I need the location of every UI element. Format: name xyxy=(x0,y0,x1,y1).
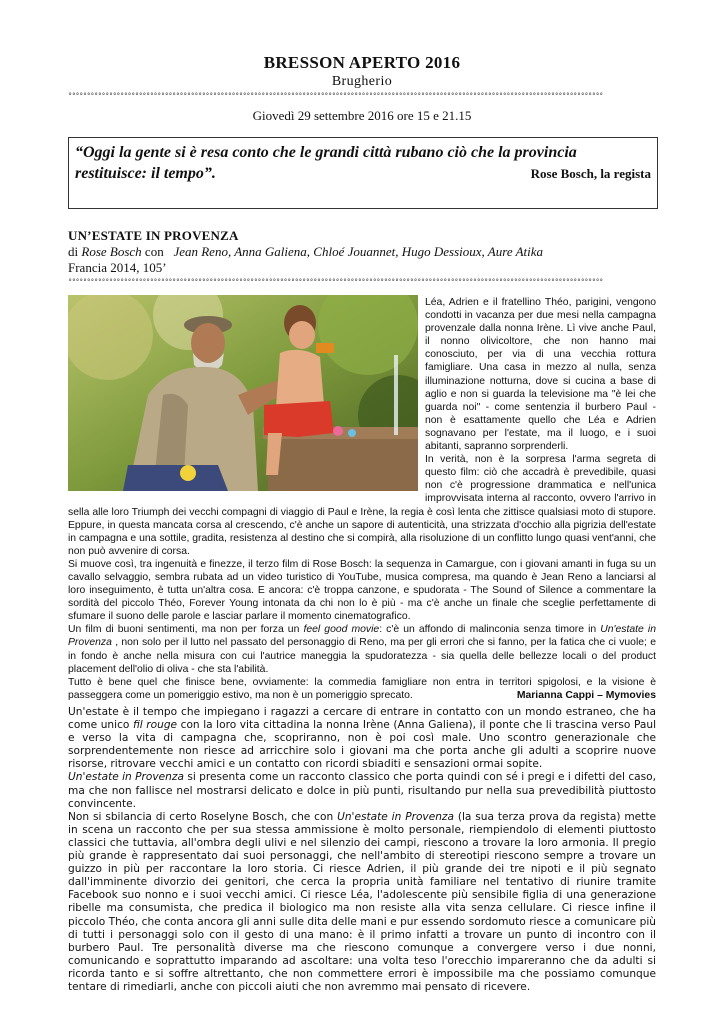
review-paragraph: Si muove così, tra ingenuità e finezze, il terzo film di Rose Bosch: la sequenza in Camargue, con i giovani amanti in fuga su un cavallo selvaggio, sembra rubata ad un video turistico di YouTube, musica compresa, ma quando è Jean Reno a lanciarsi al loro inseguimento, è tutta un'altra cosa. E ancora: c'è troppa canzone, e spudorata - The Sound of Silence a commentare la sordità del piccolo Théo, Forever Young intonata da chi non lo è più - ma c'è anche un finale che sceglie perfettamente di sfumare il suono delle parole e lasciar parlare il momento cinematografico. xyxy=(68,558,656,623)
review-paragraph: Léa, Adrien e il fratellino Théo, parigini, vengono condotti in vacanza per due mesi nella campagna provenzale dalla nonna Irène. Lì vive anche Paul, il nonno olivicoltore, che non hanno mai conosciuto, per via di una vecchia rottura famigliare. Una casa in mezzo al nulla, senza illuminazione notturna, dove si cucina a base di aglio e non si guarda la televisione ma "è lei che guarda noi" - come sentenzia il burbero Paul - non è esattamente quello che Léa e Adrien sognavano per l'estate, ma il luogo, e i suoi abitanti, sapranno sorprenderli. xyxy=(425,297,656,453)
essay-paragraph xyxy=(68,706,656,771)
film-cast: Jean Reno, Anna Galiena, Chloé Jouannet, Hugo Dessioux, Aure Atika xyxy=(173,244,544,259)
decorative-divider-middle: °°°°°°°°°°°°°°°°°°°°°°°°°°°°°°°°°°°°°°°°°°°°°°°°°°°°°°°°°°°°°°°°°°°°°°°°°°°°°°°°°°°°°°°°°°°°°°°°°°°°°°°°°°°°°°°°°°°°°°°°°°°°°°°°°°°°°°°°°°°°°°°° xyxy=(68,278,603,286)
quote-box xyxy=(68,137,658,209)
review-paragraph: In verità, non è la sorpresa l'arma segreta di questo film: ciò che accadrà è prevedibile, quasi non c'è progressione drammatica e nell'unica improvvisata interna al racconto, ovvero l'arrivo in sella alle loro Triumph dei vecchi compagni di viaggio di Paul e Irène, la regia è così lenta che zittisce qualsiasi moto di stupore. Eppure, in questa mancata corsa al crescendo, c'è anche un sapore di autenticità, una strizzata d'occhio alla pigrizia dell'estate in campagna e una sottile, gradita, resistenza al destino che si compirà, alla risoluzione di un conflitto lungo quasi vent'anni, che non può avvenire di corsa. xyxy=(68,454,656,557)
essay-italic-text: Un'estate in Provenza xyxy=(337,810,454,823)
film-by-label: di xyxy=(68,244,82,259)
film-title: UN’ESTATE IN PROVENZA xyxy=(68,228,239,243)
review-text: Tutto è bene quel che finisce bene, ovviamente: la commedia famigliare non entra in territori spigolosi, e la visione è passeggera come un pomeriggio estivo, ma non è un pomeriggio sprecato. xyxy=(68,676,656,701)
essay-article xyxy=(68,706,656,994)
essay-italic-text: Un'estate in Provenza xyxy=(68,771,184,784)
review-text: , non solo per il lutto nel passato del personaggio di Reno, ma per gli errori che si fanno, per la fatica che ci vuole; e in fondo è anche nella misura con cui l'autrice maneggia la spudoratezza - sia quella delle bellezze locali o del product placement dell'olio di oliva - che sta l'abilità. xyxy=(68,637,656,675)
event-title: BRESSON APERTO 2016 xyxy=(263,53,461,72)
essay-text: Non si sbilancia di certo Roselyne Bosch, che con xyxy=(68,810,338,823)
essay-text: Un'estate è il tempo che impiegano i ragazzi a cercare di entrare in contatto con un mondo estraneo, che ha come unico xyxy=(68,706,656,732)
quote-author: Rose Bosch, la regista xyxy=(530,166,651,181)
film-director: Rose Bosch xyxy=(81,244,142,259)
essay-paragraph xyxy=(68,771,656,810)
review-signature: Marianna Cappi – Mymovies xyxy=(516,689,656,701)
review-italic-text: Un'estate in Provenza xyxy=(68,624,657,649)
essay-italic-text: fil rouge xyxy=(132,719,178,732)
review-paragraph xyxy=(68,623,656,675)
essay-text: con la loro vita cittadina la nonna Irène (Anna Galiena), il ponte che li trascina verso Paul e verso la vita di campagna che, scopriranno, non è poi così male. Uno scontro generazionale che sorprendentemente non riesce ad arricchire solo i giovani ma che porta anche gli adulti a scoprire nuove risorse, ritrovare vecchi amici e un contatto con ricordi sbiaditi e sensazioni ormai sopite. xyxy=(68,719,657,771)
film-with-label: con xyxy=(141,244,167,259)
quote-text: “Oggi la gente si è resa conto che le grandi città rubano ciò che la provincia restituisce: il tempo”. xyxy=(75,144,577,182)
decorative-divider-top: °°°°°°°°°°°°°°°°°°°°°°°°°°°°°°°°°°°°°°°°°°°°°°°°°°°°°°°°°°°°°°°°°°°°°°°°°°°°°°°°°°°°°°°°°°°°°°°°°°°°°°°°°°°°°°°°°°°°°°°°°°°°°°°°°°°°°°°°°°°°°°°° xyxy=(68,92,603,100)
screening-date: Giovedì 29 settembre 2016 ore 15 e 21.15 xyxy=(252,108,472,123)
review-italic-text: feel good movie xyxy=(303,624,380,636)
photo-wrap-spacer xyxy=(68,296,425,494)
review-article xyxy=(68,296,656,702)
review-text: : c'è un affondo di malinconia senza timore in xyxy=(379,624,601,636)
film-credits xyxy=(68,244,543,260)
film-origin: Francia 2014, 105’ xyxy=(68,260,167,275)
essay-text: (la sua terza prova da regista) mette in scena un racconto che per sua stessa ammissione è molto personale, riempiendolo di elementi piuttosto classici che tuttavia, all'ombra degli ulivi e nel silenzio dei campi, riescono a trovare la loro armonia. Il pregio più grande è rappresentato dai suoi personaggi, che nell'ambito di stereotipi riescono sempre a trovare un guizzo in più per raccontare la loro storia. Ci riesce Adrien, il più grande dei tre nipoti e il più segnato dall'imminente divorzio dei genitori, che cerca la propria unità familiare nel tentativo di riunire tramite Facebook suo nonno e i suoi vecchi amici. Ci riesce Léa, l'adolescente più sensibile figlia di una generazione ribelle ma consumista, che predica il biologico ma non resiste alla vita senza cellulare. Ci riesce infine il piccolo Théo, che conta ancora gli anni sulle dita delle mani e pur essendo sordomuto riesce a comunicare più di tutti i personaggi solo con il gesto di una mano: è il primo infatti a trovare un punto di incontro con il burbero Paul. Tre personalità diverse ma che riescono comunque a convergere verso i due nonni, comunicando e soprattutto imparando ad ascoltare: una volta teso l'orecchio impareranno che da adulti si ricorda tanto e si soffre altrettanto, che non commettere errori è impossibile ma che possiamo comunque tentare di rimediarli, anche con piccoli aiuti che non avremmo mai pensato di ricevere. xyxy=(68,810,656,993)
review-paragraph xyxy=(68,676,656,702)
event-location: Brugherio xyxy=(331,74,393,89)
essay-paragraph xyxy=(68,811,656,994)
essay-text: si presenta come un racconto classico che porta quindi con sé i pregi e i difetti del caso, ma che non fallisce nel mostrarsi delicato e dolce in più punti, risultando pur nella sua prevedibilità piuttosto convincente. xyxy=(68,771,657,810)
review-text: Un film di buoni sentimenti, ma non per forza un xyxy=(68,624,304,636)
